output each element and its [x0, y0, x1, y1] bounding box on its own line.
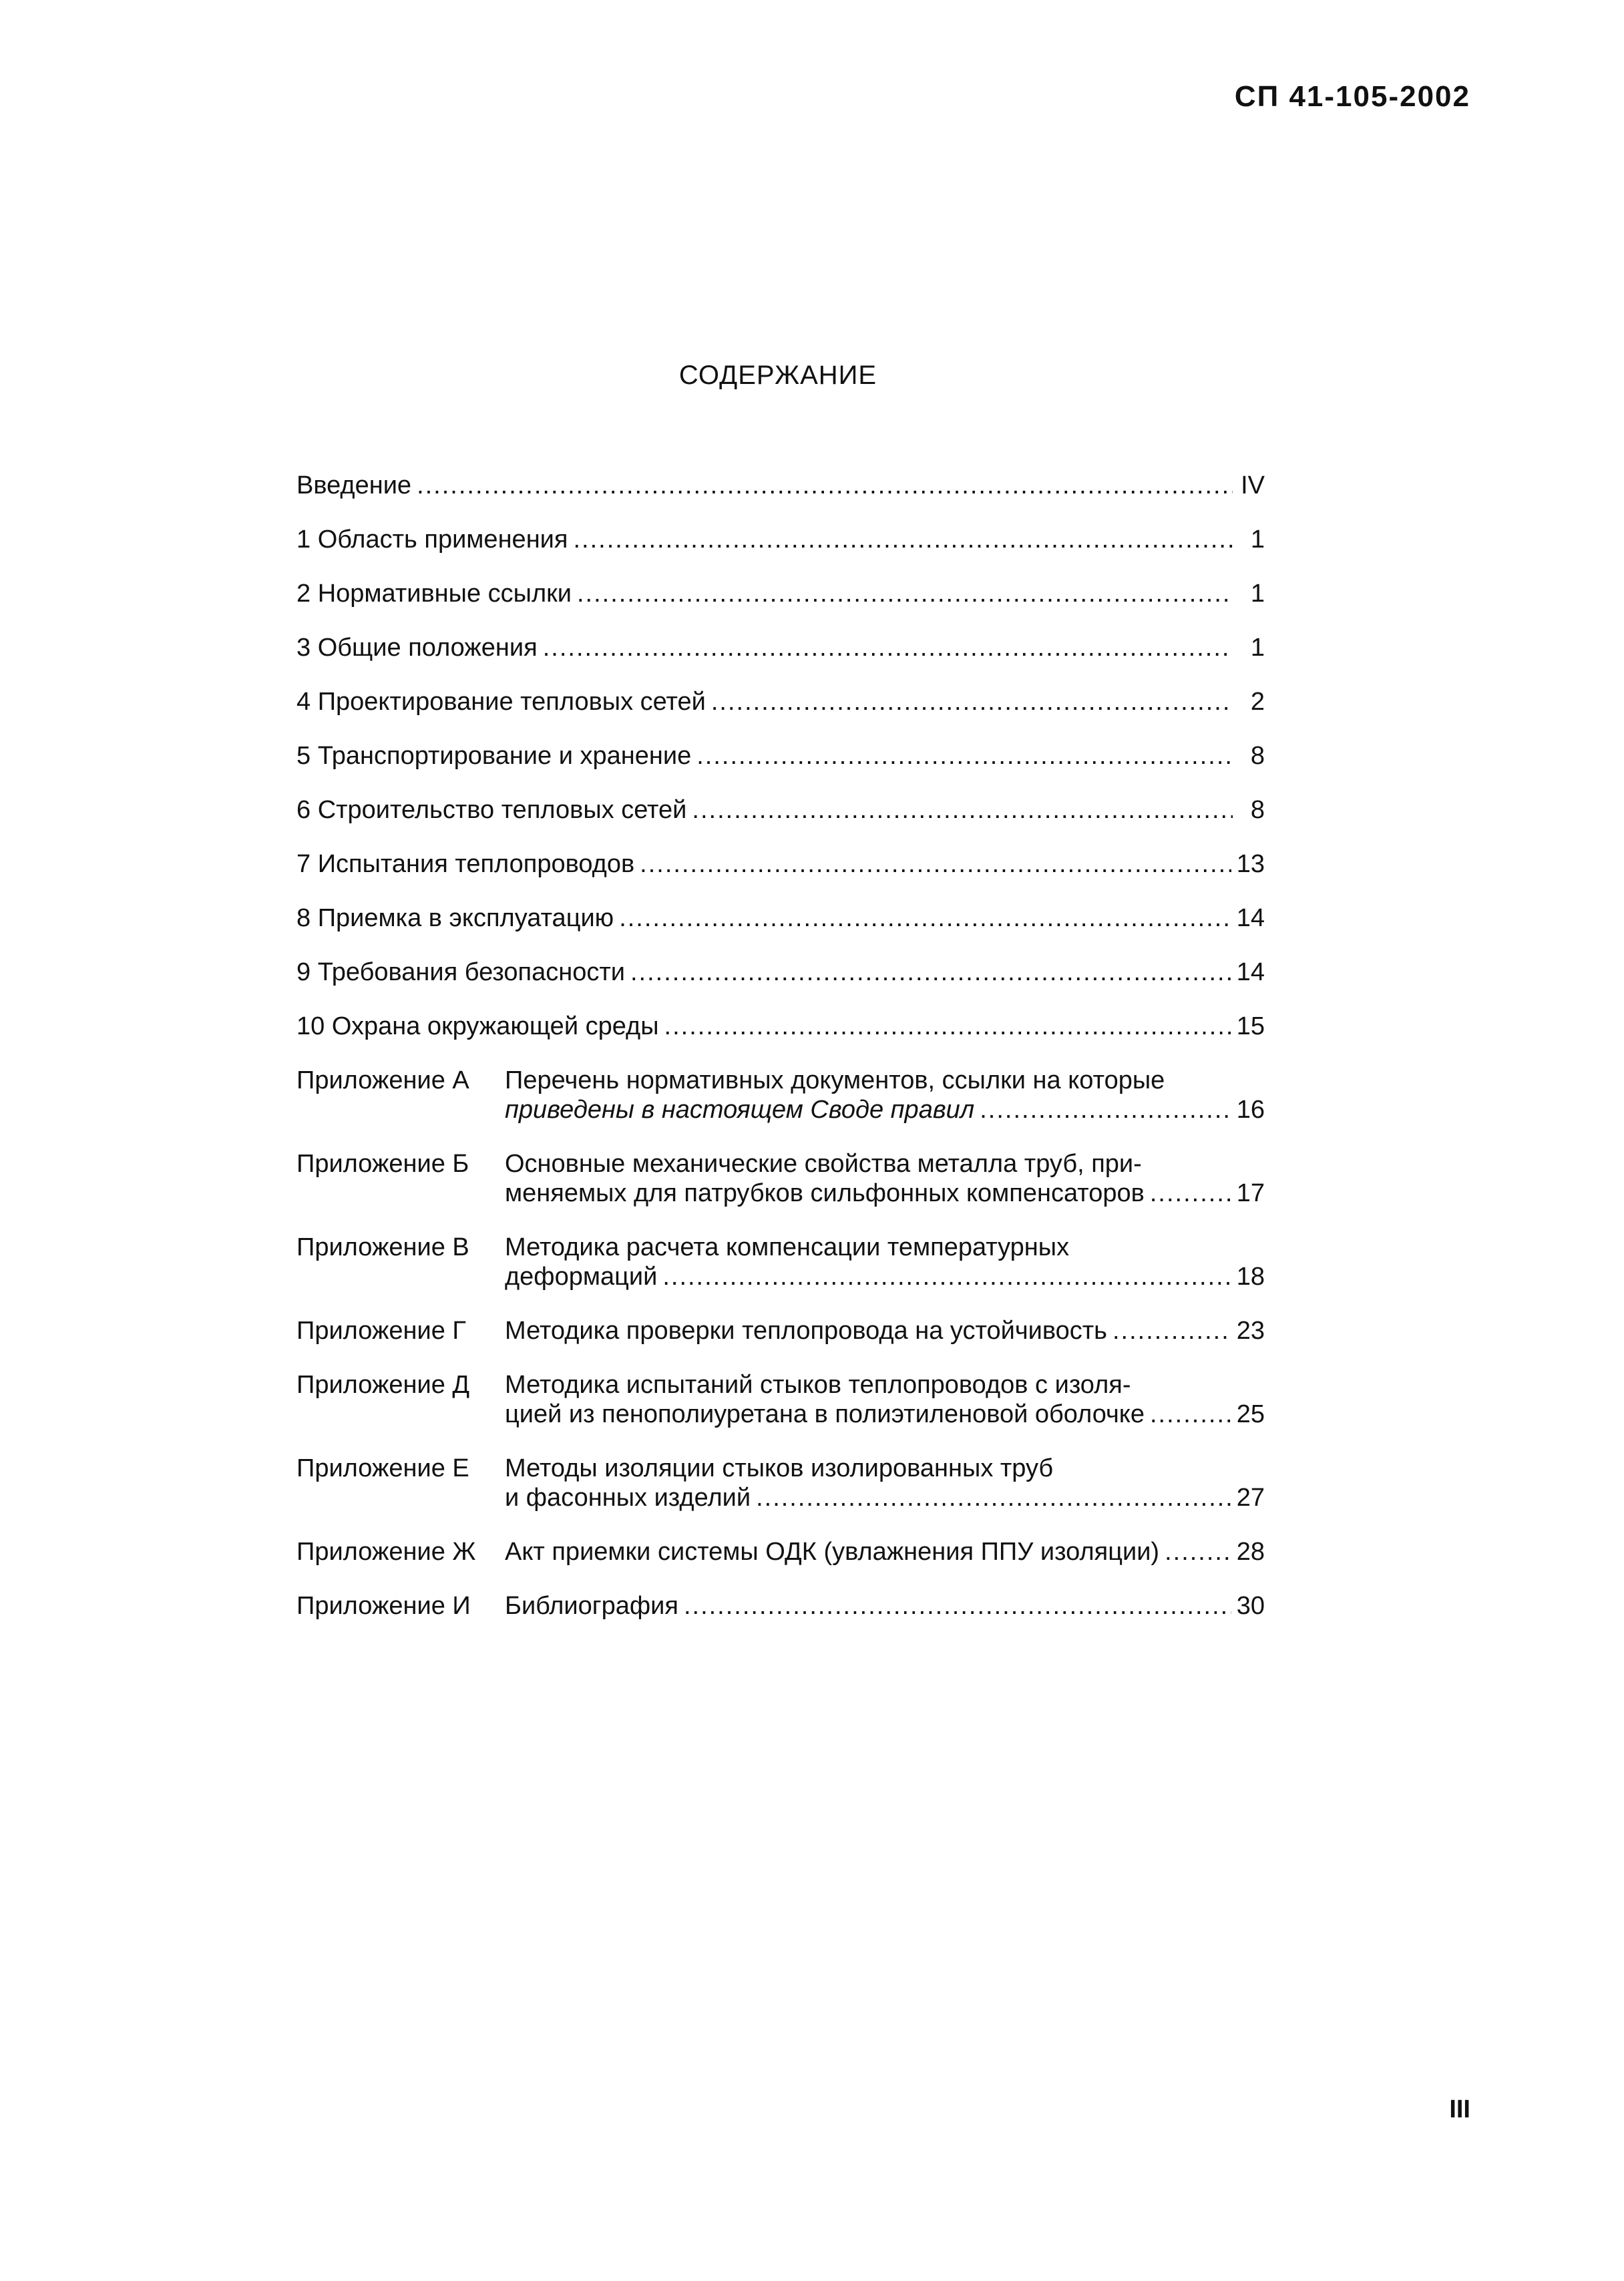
appendix-title-line1: Основные механические свойства металла труб, при- [505, 1150, 1142, 1178]
appendix-label: Приложение А [296, 1066, 469, 1094]
appendix-label: Приложение Б [296, 1150, 469, 1178]
toc-entry-label: 7 Испытания теплопроводов [296, 850, 635, 878]
appendix-label: Приложение Д [296, 1371, 470, 1399]
appendix-title: Библиография [505, 1592, 678, 1620]
toc-entry-page: 1 [1250, 580, 1265, 608]
appendix-title-line1: Методика расчета компенсации температурных [505, 1233, 1070, 1261]
toc-entry-label: 8 Приемка в эксплуатацию [296, 904, 614, 932]
appendix-page: 23 [1236, 1317, 1265, 1345]
toc-entry-9[interactable] [296, 958, 1265, 987]
toc-entry-label: Введение [296, 471, 412, 499]
document-code: СП 41-105-2002 [1234, 80, 1470, 113]
dot-leader [756, 1483, 1231, 1512]
dot-leader [619, 903, 1231, 933]
toc-entry-page: 15 [1236, 1012, 1265, 1040]
toc-entry-8[interactable] [296, 903, 1265, 933]
appendix-page: 28 [1236, 1538, 1265, 1566]
toc-entry-page: 2 [1250, 688, 1265, 716]
toc-entry-page: 1 [1250, 526, 1265, 554]
toc-entry-page: IV [1241, 471, 1265, 499]
appendix-page: 17 [1236, 1179, 1265, 1207]
appendix-title-line2: приведены в настоящем Своде правил [505, 1096, 975, 1124]
appendix-page: 16 [1236, 1096, 1265, 1124]
appendix-page: 18 [1236, 1263, 1265, 1291]
table-of-contents [296, 471, 1265, 1645]
toc-appendix-g[interactable] [296, 1316, 1265, 1345]
appendix-label: Приложение И [296, 1592, 471, 1620]
toc-entry-label: 4 Проектирование тепловых сетей [296, 688, 706, 716]
toc-appendix-e[interactable] [296, 1454, 1265, 1512]
toc-entry-page: 13 [1236, 850, 1265, 878]
appendix-label: Приложение Г [296, 1317, 467, 1345]
toc-entry-5[interactable] [296, 741, 1265, 771]
dot-leader [573, 525, 1233, 554]
page-number: III [1449, 2095, 1470, 2123]
dot-leader [1150, 1400, 1231, 1429]
dot-leader [1165, 1537, 1231, 1567]
appendix-title-line2: деформаций [505, 1263, 658, 1291]
toc-appendix-a[interactable] [296, 1066, 1265, 1124]
toc-entry-label: 9 Требования безопасности [296, 958, 625, 986]
appendix-title-line1: Методика испытаний стыков теплопроводов с изоля- [505, 1371, 1131, 1399]
dot-leader [630, 958, 1231, 987]
toc-entry-label: 6 Строительство тепловых сетей [296, 796, 687, 824]
appendix-title-line2: и фасонных изделий [505, 1484, 751, 1512]
toc-entry-4[interactable] [296, 687, 1265, 716]
toc-appendix-b[interactable] [296, 1149, 1265, 1208]
appendix-page: 27 [1236, 1484, 1265, 1512]
appendix-page: 25 [1236, 1400, 1265, 1428]
dot-leader [664, 1012, 1231, 1041]
toc-appendix-i[interactable] [296, 1591, 1265, 1621]
toc-entry-6[interactable] [296, 795, 1265, 825]
appendix-title: Акт приемки системы ОДК (увлажнения ППУ изоляции) [505, 1538, 1160, 1566]
dot-leader [640, 849, 1231, 879]
toc-entry-page: 1 [1250, 634, 1265, 662]
appendix-title-line2: меняемых для патрубков сильфонных компенсаторов [505, 1179, 1145, 1207]
dot-leader [577, 579, 1233, 608]
dot-leader [543, 633, 1233, 662]
dot-leader [684, 1591, 1231, 1621]
toc-entry-page: 8 [1250, 796, 1265, 824]
dot-leader [417, 471, 1233, 500]
dot-leader [696, 741, 1233, 771]
toc-entry-page: 14 [1236, 958, 1265, 986]
toc-entry-1[interactable] [296, 525, 1265, 554]
toc-entry-label: 10 Охрана окружающей среды [296, 1012, 659, 1040]
toc-entry-label: 3 Общие положения [296, 634, 538, 662]
toc-entry-2[interactable] [296, 579, 1265, 608]
toc-entry-3[interactable] [296, 633, 1265, 662]
dot-leader [711, 687, 1233, 716]
appendix-label: Приложение Е [296, 1454, 469, 1482]
toc-entry-label: 1 Область применения [296, 526, 568, 554]
appendix-title-line2: цией из пенополиуретана в полиэтиленовой оболочке [505, 1400, 1145, 1428]
appendix-label: Приложение В [296, 1233, 469, 1261]
toc-entry-label: 2 Нормативные ссылки [296, 580, 572, 608]
dot-leader [1150, 1179, 1231, 1208]
toc-appendix-d[interactable] [296, 1370, 1265, 1429]
appendix-title-line1: Перечень нормативных документов, ссылки на которые [505, 1066, 1165, 1094]
appendix-label: Приложение Ж [296, 1538, 476, 1566]
page-title: СОДЕРЖАНИЕ [678, 361, 877, 390]
toc-entry-10[interactable] [296, 1012, 1265, 1041]
appendix-title-line1: Методы изоляции стыков изолированных труб [505, 1454, 1054, 1482]
toc-entry-page: 8 [1250, 742, 1265, 770]
toc-entry-page: 14 [1236, 904, 1265, 932]
dot-leader [692, 795, 1233, 825]
dot-leader [980, 1095, 1231, 1124]
toc-entry-introduction[interactable] [296, 471, 1265, 500]
toc-appendix-zh[interactable] [296, 1537, 1265, 1567]
dot-leader [662, 1262, 1231, 1291]
dot-leader [1112, 1316, 1231, 1345]
toc-entry-label: 5 Транспортирование и хранение [296, 742, 692, 770]
toc-appendix-v[interactable] [296, 1233, 1265, 1291]
appendix-page: 30 [1236, 1592, 1265, 1620]
appendix-title: Методика проверки теплопровода на устойчивость [505, 1317, 1107, 1345]
toc-entry-7[interactable] [296, 849, 1265, 879]
